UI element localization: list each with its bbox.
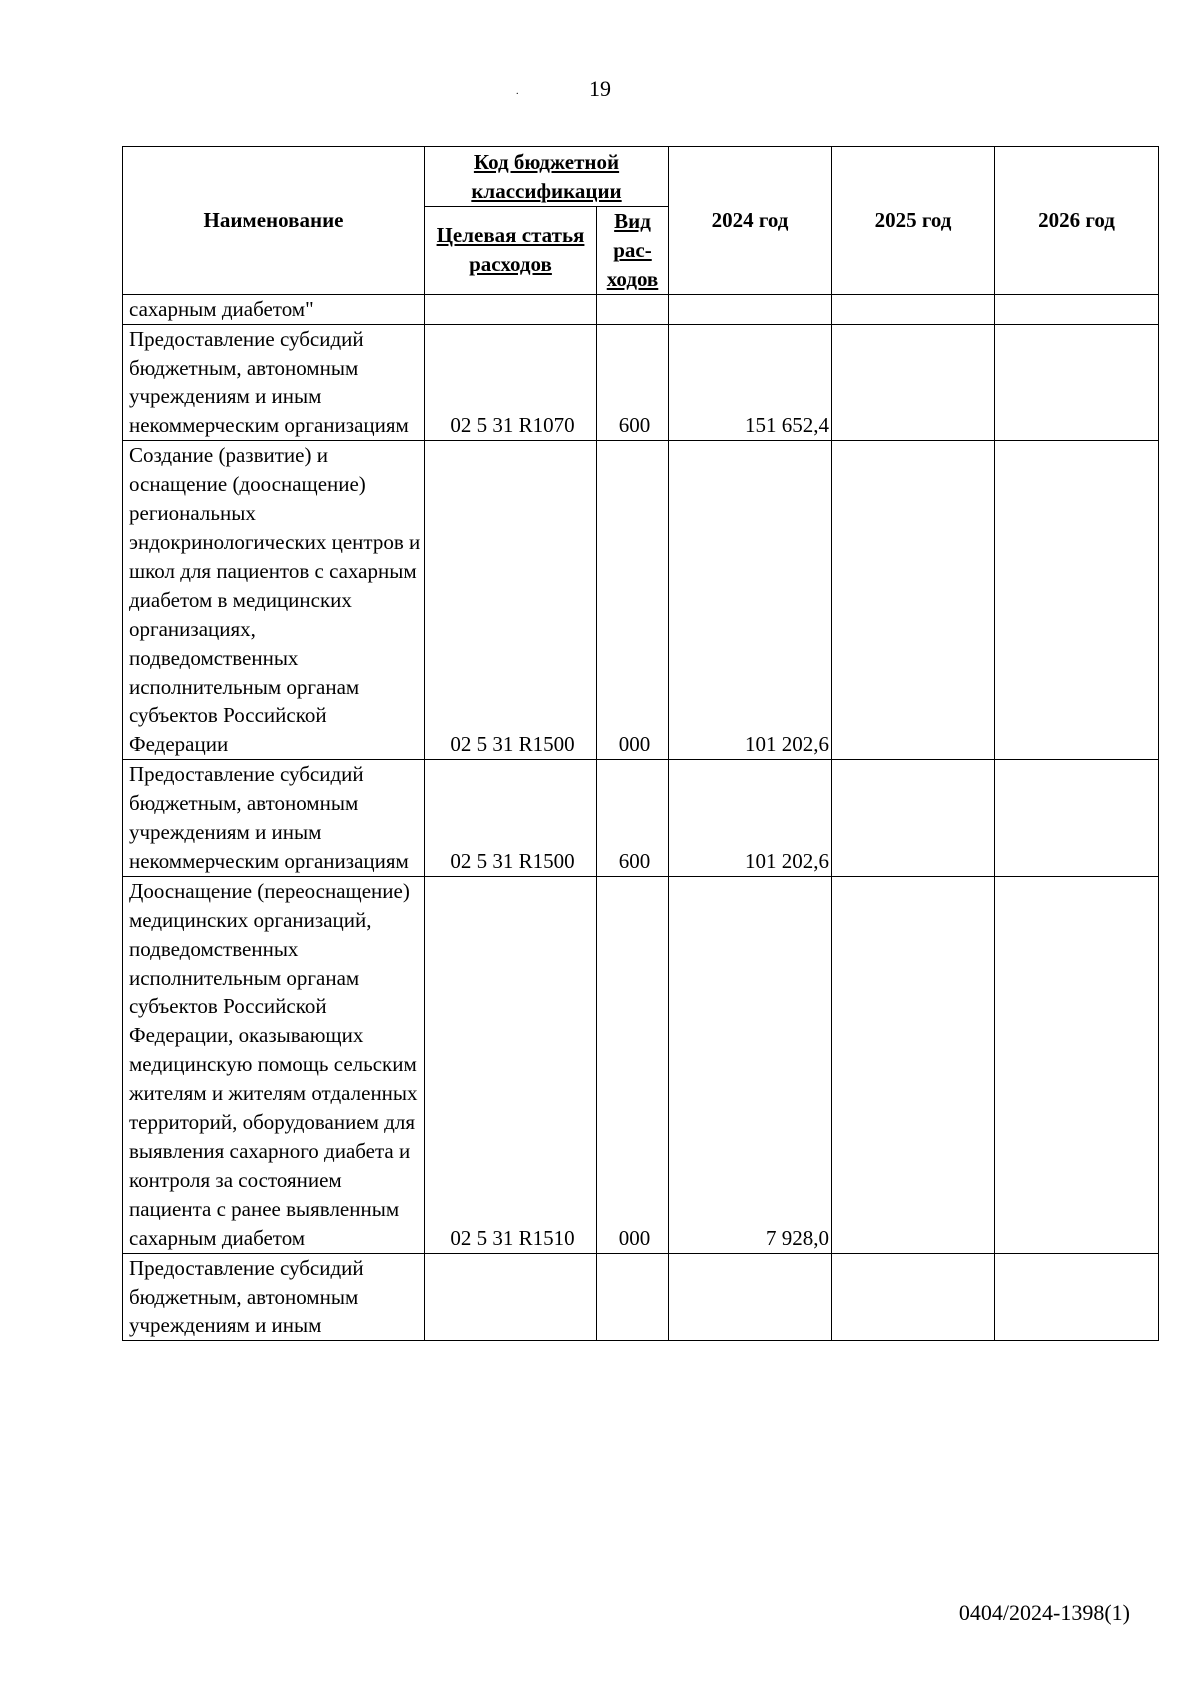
row-amount-2026 — [995, 876, 1159, 1253]
row-amount-2025 — [832, 324, 995, 441]
row-amount-2024: 7 928,0 — [669, 876, 832, 1253]
header-2024: 2024 год — [669, 147, 832, 295]
document-id: 0404/2024-1398(1) — [958, 1600, 1130, 1625]
row-target-code: 02 5 31 R1070 — [425, 324, 597, 441]
row-name: Создание (развитие) и оснащение (дооснащение) региональных эндокринологических центров и школ для пациентов с сахарным диабетом в медицинских организациях, подведомственных исполнительным органам субъектов Российской Федерации — [123, 441, 425, 760]
row-amount-2026 — [995, 1253, 1159, 1341]
row-amount-2025 — [832, 294, 995, 324]
row-amount-2026 — [995, 324, 1159, 441]
header-target-article: Целевая статья расходов — [425, 207, 597, 295]
header-2026: 2026 год — [995, 147, 1159, 295]
row-name: Дооснащение (переоснащение) медицинских организаций, подведомственных исполнительным органам субъектов Российской Федерации, оказывающих медицинскую помощь сельским жителям и жителям отдаленных территорий, оборудованием для выявления сахарного диабета и контроля за состоянием пациента с ранее выявленным сахарным диабетом — [123, 876, 425, 1253]
row-name: сахарным диабетом" — [123, 294, 425, 324]
row-target-code: 02 5 31 R1500 — [425, 441, 597, 760]
header-name: Наименование — [123, 147, 425, 295]
table-row — [123, 876, 1159, 1253]
row-amount-2025 — [832, 876, 995, 1253]
table-row — [123, 1253, 1159, 1341]
row-amount-2024 — [669, 294, 832, 324]
row-amount-2025 — [832, 1253, 995, 1341]
header-expense-kind: Вид рас-ходов — [597, 207, 669, 295]
row-target-code: 02 5 31 R1510 — [425, 876, 597, 1253]
table-row — [123, 294, 1159, 324]
row-expense-kind: 000 — [597, 441, 669, 760]
table-row — [123, 324, 1159, 441]
row-expense-kind — [597, 294, 669, 324]
row-amount-2025 — [832, 441, 995, 760]
header-2025: 2025 год — [832, 147, 995, 295]
row-amount-2026 — [995, 294, 1159, 324]
row-target-code — [425, 1253, 597, 1341]
header-row-top — [123, 147, 1159, 207]
table-row — [123, 760, 1159, 877]
row-expense-kind: 600 — [597, 324, 669, 441]
row-amount-2025 — [832, 760, 995, 877]
scan-dot: . — [516, 86, 519, 97]
row-amount-2026 — [995, 760, 1159, 877]
row-amount-2024: 101 202,6 — [669, 760, 832, 877]
row-expense-kind: 600 — [597, 760, 669, 877]
row-target-code — [425, 294, 597, 324]
budget-table — [122, 146, 1159, 1341]
row-name: Предоставление субсидий бюджетным, автономным учреждениям и иным некоммерческим организациям — [123, 324, 425, 441]
row-name: Предоставление субсидий бюджетным, автономным учреждениям и иным некоммерческим организациям — [123, 760, 425, 877]
page-number: 19 — [589, 76, 611, 101]
row-expense-kind — [597, 1253, 669, 1341]
row-target-code: 02 5 31 R1500 — [425, 760, 597, 877]
row-expense-kind: 000 — [597, 876, 669, 1253]
row-name: Предоставление субсидий бюджетным, автономным учреждениям и иным — [123, 1253, 425, 1341]
table-row — [123, 441, 1159, 760]
row-amount-2024: 151 652,4 — [669, 324, 832, 441]
row-amount-2024 — [669, 1253, 832, 1341]
header-code-group: Код бюджетной классификации — [425, 147, 669, 207]
row-amount-2024: 101 202,6 — [669, 441, 832, 760]
row-amount-2026 — [995, 441, 1159, 760]
